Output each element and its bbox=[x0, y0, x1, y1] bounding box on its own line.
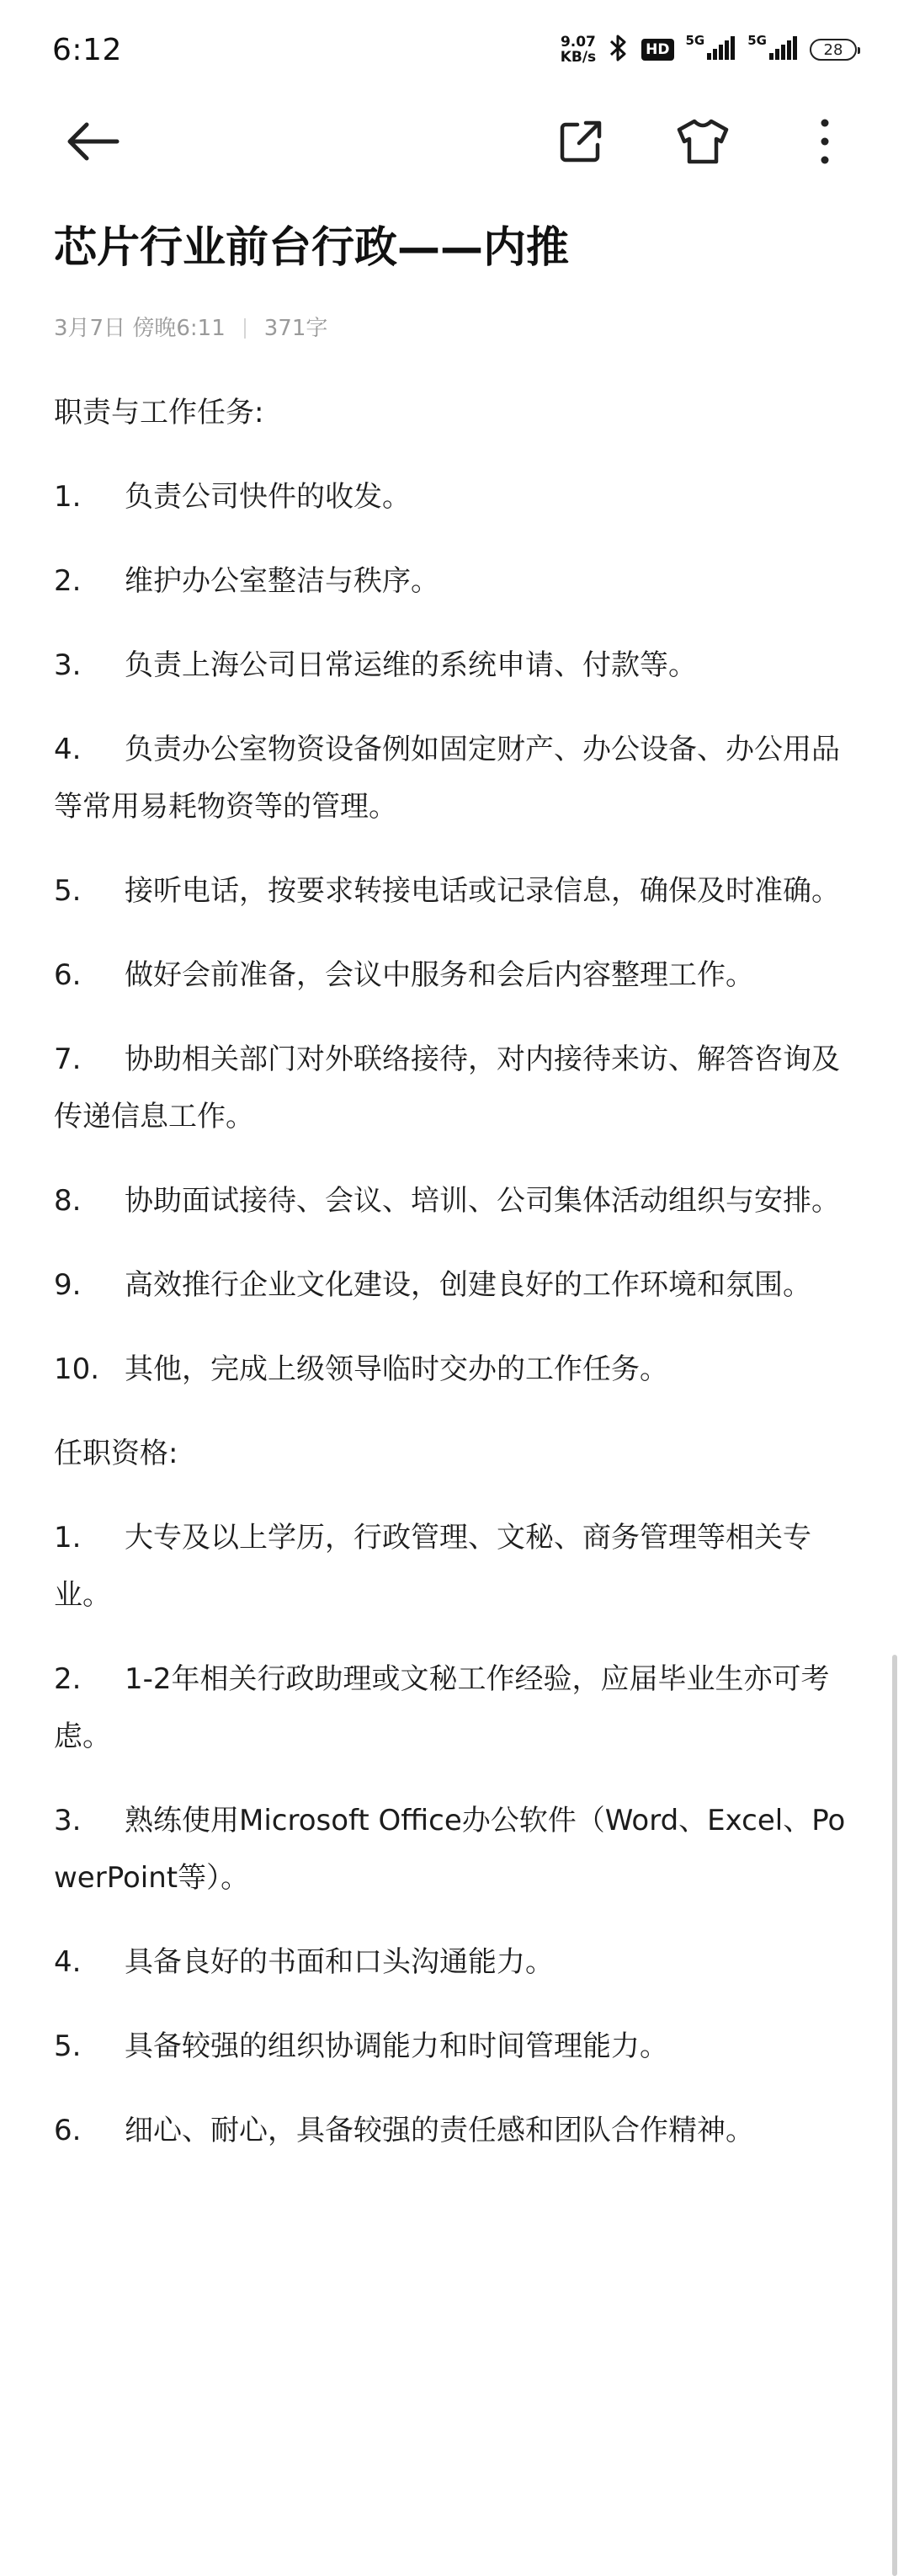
list-item-number: 2. bbox=[54, 564, 82, 598]
list-item-text: 具备较强的组织协调能力和时间管理能力。 bbox=[125, 2029, 668, 2063]
status-time: 6:12 bbox=[52, 32, 122, 67]
list-item bbox=[54, 468, 862, 525]
list-item bbox=[54, 2018, 862, 2075]
signal-2 bbox=[747, 33, 798, 63]
top-nav-bar bbox=[0, 105, 909, 181]
signal-bars-icon bbox=[707, 36, 736, 63]
list-item-number: 6. bbox=[54, 958, 82, 992]
list-item-text: 做好会前准备，会议中服务和会后内容整理工作。 bbox=[125, 958, 754, 992]
signal-bars-icon bbox=[769, 36, 798, 63]
tshirt-icon bbox=[676, 118, 730, 168]
note-body[interactable] bbox=[54, 384, 862, 2159]
list-item-text: 熟练使用Microsoft Office办公软件（Word、Excel、PowerPoint等）。 bbox=[54, 1804, 846, 1895]
list-item bbox=[54, 2102, 862, 2159]
list-item-text: 协助面试接待、会议、培训、公司集体活动组织与安排。 bbox=[125, 1184, 840, 1218]
list-item-number: 1. bbox=[54, 1521, 82, 1555]
signal-1-label: 5G bbox=[685, 33, 705, 48]
list-item bbox=[54, 1172, 862, 1229]
list-item-text: 接听电话，按要求转接电话或记录信息，确保及时准确。 bbox=[125, 874, 840, 908]
note-meta bbox=[54, 313, 862, 344]
requirements-heading: 任职资格: bbox=[54, 1437, 178, 1470]
back-button[interactable] bbox=[55, 105, 130, 181]
list-item-text: 大专及以上学历，行政管理、文秘、商务管理等相关专业。 bbox=[54, 1521, 811, 1612]
share-button[interactable] bbox=[543, 105, 619, 181]
list-item-number: 9. bbox=[54, 1268, 82, 1302]
list-item-text: 负责办公室物资设备例如固定财产、办公设备、办公用品等常用易耗物资等的管理。 bbox=[54, 733, 840, 824]
list-item-number: 4. bbox=[54, 1945, 82, 1979]
back-arrow-icon bbox=[65, 120, 120, 166]
network-speed-unit: KB/s bbox=[560, 49, 597, 66]
list-item-number: 2. bbox=[54, 1662, 82, 1696]
list-item bbox=[54, 1256, 862, 1314]
list-item-number: 5. bbox=[54, 2029, 82, 2063]
battery-icon: 28 bbox=[810, 39, 857, 61]
list-item-number: 3. bbox=[54, 1804, 82, 1837]
scrollbar[interactable] bbox=[892, 1655, 897, 2576]
list-item bbox=[54, 1031, 862, 1145]
note-word-count: 371字 bbox=[263, 316, 328, 341]
more-vertical-icon bbox=[820, 118, 830, 168]
list-item bbox=[54, 947, 862, 1004]
list-item bbox=[54, 552, 862, 610]
list-item-number: 5. bbox=[54, 874, 82, 908]
network-speed-value: 9.07 bbox=[560, 34, 596, 51]
list-item-text: 细心、耐心，具备较强的责任感和团队合作精神。 bbox=[125, 2114, 754, 2147]
list-item-number: 6. bbox=[54, 2114, 82, 2147]
list-item-text: 具备良好的书面和口头沟通能力。 bbox=[125, 1945, 554, 1979]
list-item-text: 1-2年相关行政助理或文秘工作经验，应届毕业生亦可考虑。 bbox=[54, 1662, 830, 1753]
list-item-text: 高效推行企业文化建设，创建良好的工作环境和氛围。 bbox=[125, 1268, 811, 1302]
note-title[interactable]: 芯片行业前台行政——内推 bbox=[54, 223, 570, 273]
share-icon bbox=[557, 118, 604, 168]
list-item-number: 1. bbox=[54, 480, 82, 514]
list-item-text: 负责上海公司日常运维的系统申请、付款等。 bbox=[125, 648, 697, 682]
list-item-number: 4. bbox=[54, 733, 82, 766]
list-item bbox=[54, 637, 862, 694]
list-item-text: 其他，完成上级领导临时交办的工作任务。 bbox=[125, 1352, 668, 1386]
hd-badge: HD bbox=[641, 39, 673, 61]
list-item bbox=[54, 1651, 862, 1765]
list-item-number: 3. bbox=[54, 648, 82, 682]
status-icons bbox=[561, 34, 857, 66]
list-item bbox=[54, 1933, 862, 1991]
meta-divider bbox=[244, 318, 246, 339]
list-item-number: 8. bbox=[54, 1184, 82, 1218]
duties-heading: 职责与工作任务: bbox=[54, 396, 264, 429]
signal-1 bbox=[685, 33, 736, 63]
list-item-number: 7. bbox=[54, 1043, 82, 1076]
list-item bbox=[54, 1341, 862, 1398]
bluetooth-icon bbox=[608, 34, 630, 66]
list-item bbox=[54, 862, 862, 920]
note-article bbox=[54, 219, 862, 2186]
list-item-text: 协助相关部门对外联络接待，对内接待来访、解答咨询及传递信息工作。 bbox=[54, 1043, 840, 1133]
list-item bbox=[54, 721, 862, 835]
list-item bbox=[54, 1792, 862, 1907]
note-date: 3月7日 傍晚6:11 bbox=[54, 316, 226, 341]
signal-2-label: 5G bbox=[747, 33, 767, 48]
theme-button[interactable] bbox=[665, 105, 741, 181]
list-item-text: 维护办公室整洁与秩序。 bbox=[125, 564, 439, 598]
list-item bbox=[54, 1509, 862, 1624]
more-button[interactable] bbox=[787, 105, 863, 181]
status-bar bbox=[0, 0, 909, 99]
list-item-number: 10. bbox=[54, 1352, 100, 1386]
network-speed bbox=[561, 35, 596, 65]
list-item-text: 负责公司快件的收发。 bbox=[125, 480, 411, 514]
